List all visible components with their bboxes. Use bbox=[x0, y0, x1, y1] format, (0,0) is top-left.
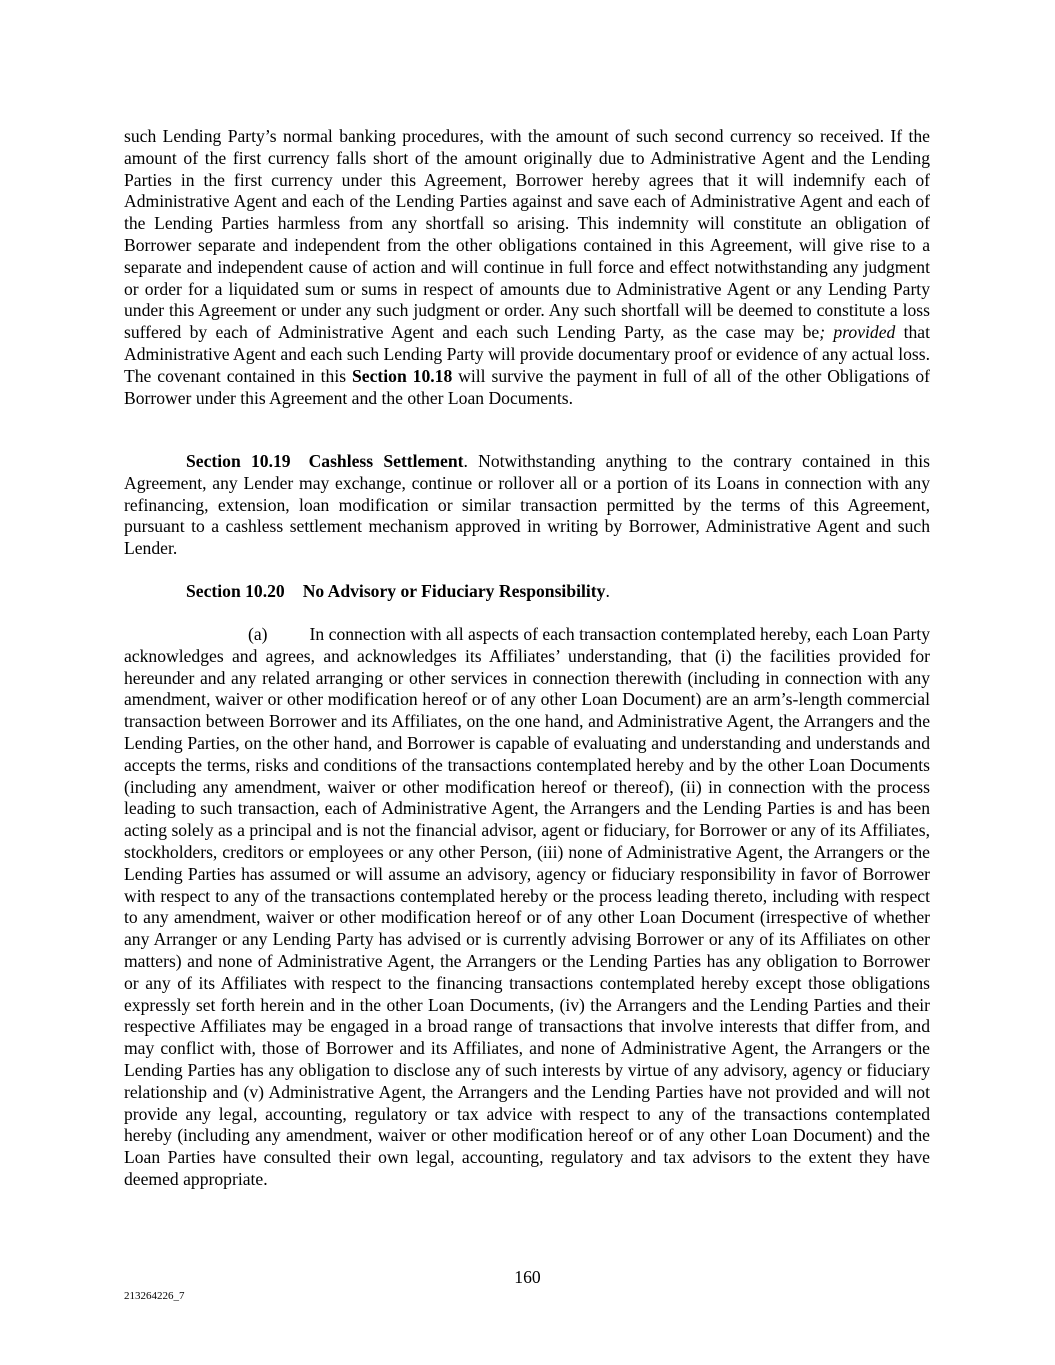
section-body: . Notwithstanding anything to the contrary contained in this Agreement, any Lender may exchange, continue or rollover all or a portion of its Loans in connection with any refinancing, extension, loan modification or similar transaction permitted by the terms of this Agreement, pursuant to a cashless settlement mechanism approved in writing by Borrower, Administrative Agent and such Lender. bbox=[124, 451, 931, 559]
clause-a bbox=[124, 624, 930, 1191]
document-id: 213264226_7 bbox=[124, 1290, 185, 1302]
section-10-20-heading bbox=[124, 581, 930, 603]
page-number: 160 bbox=[514, 1267, 541, 1287]
paragraph-text: will survive the payment in full of all of the other Obligations of Borrower under this Agreement and the other Loan Documents. bbox=[124, 365, 930, 408]
provided-italic: ; provided bbox=[819, 322, 896, 343]
paragraph-text: that Administrative Agent and each such Lending Party will provide documentary proof or evidence of any actual loss. The covenant contained in this bbox=[124, 322, 931, 386]
clause-body: In connection with all aspects of each transaction contemplated hereby, each Loan Party acknowledges and agrees, and acknowledges its Affiliates’ understanding, that (i) the facilities provided for hereunder and any related arranging or other services in connection therewith (including in connection with any amendment, waiver or other modification hereof or of any other Loan Document) are an arm’s-length commercial transaction between Borrower and its Affiliates, on the one hand, and Administrative Agent, the Arrangers and the Lending Parties, on the other hand, and Borrower is capable of evaluating and understanding and understands and accepts the terms, risks and conditions of the transactions contemplated hereby and by the other Loan Documents (including any amendment, waiver or other modification hereof or thereof), (ii) in connection with the process leading to such transaction, each of Administrative Agent, the Arrangers and the Lending Parties is and has been acting solely as a principal and is not the financial advisor, agent or fiduciary, for Borrower or any of its Affiliates, stockholders, creditors or employees or any other Person, (iii) none of Administrative Agent, the Arrangers or the Lending Parties has assumed or will assume an advisory, agency or fiduciary responsibility in favor of Borrower with respect to any of the transactions contemplated hereby or the process leading thereto, including with respect to any amendment, waiver or other modification hereof or of any other Loan Document (irrespective of whether any Arranger or any Lending Party has advised or is currently advising Borrower or any of its Affiliates on other matters) and none of Administrative Agent, the Arrangers or the Lending Parties has any obligation to Borrower or any of its Affiliates with respect to the financing transactions contemplated hereby except those obligations expressly set forth herein and in the other Loan Documents, (iv) the Arrangers and the Lending Parties and their respective Affiliates may be engaged in a broad range of transactions that involve interests that differ from, and may conflict with, those of Borrower and its Affiliates, and none of Administrative Agent, the Arrangers or the Lending Parties has any obligation to disclose any of such interests by virtue of any advisory, agency or fiduciary relationship and (v) Administrative Agent, the Arrangers and the Lending Parties have not provided and will not provide any legal, accounting, regulatory or tax advice with respect to any of the transactions contemplated hereby (including any amendment, waiver or other modification hereof or of any other Loan Document) and the Loan Parties have consulted their own legal, accounting, regulatory and tax advisors to the extent they have deemed appropriate. bbox=[124, 624, 930, 1189]
section-number: Section 10.20 bbox=[186, 581, 285, 601]
section-reference: Section 10.18 bbox=[352, 365, 453, 386]
section-title: Cashless Settlement bbox=[308, 451, 464, 471]
section-number: Section 10.19 bbox=[186, 451, 291, 471]
section-heading-end: . bbox=[605, 581, 610, 601]
clause-label: (a) bbox=[248, 624, 268, 644]
paragraph-text: such Lending Party’s normal banking procedures, with the amount of such second currency so received. If the amount of the first currency falls short of the amount originally due to Administrative Agent and the Lending Parties in the first currency under this Agreement, Borrower hereby agrees that it will indemnify each of Administrative Agent and each of the Lending Parties against and save each of Administrative Agent and each of the Lending Parties harmless from any shortfall so arising. This indemnity will constitute an obligation of Borrower separate and independent from the other obligations contained in this Agreement, will give rise to a separate and independent cause of action and will continue in full force and effect notwithstanding any judgment or order for a liquidated sum or sums in respect of amounts due to Administrative Agent or any Lending Party under this Agreement or under any such judgment or order. Any such shortfall will be deemed to constitute a loss suffered by each of Administrative Agent and each such Lending Party, as the case may be bbox=[124, 126, 930, 343]
section-10-19 bbox=[124, 451, 930, 560]
section-title: No Advisory or Fiduciary Responsibility bbox=[302, 581, 606, 601]
paragraph-indemnity-continued bbox=[124, 126, 930, 409]
